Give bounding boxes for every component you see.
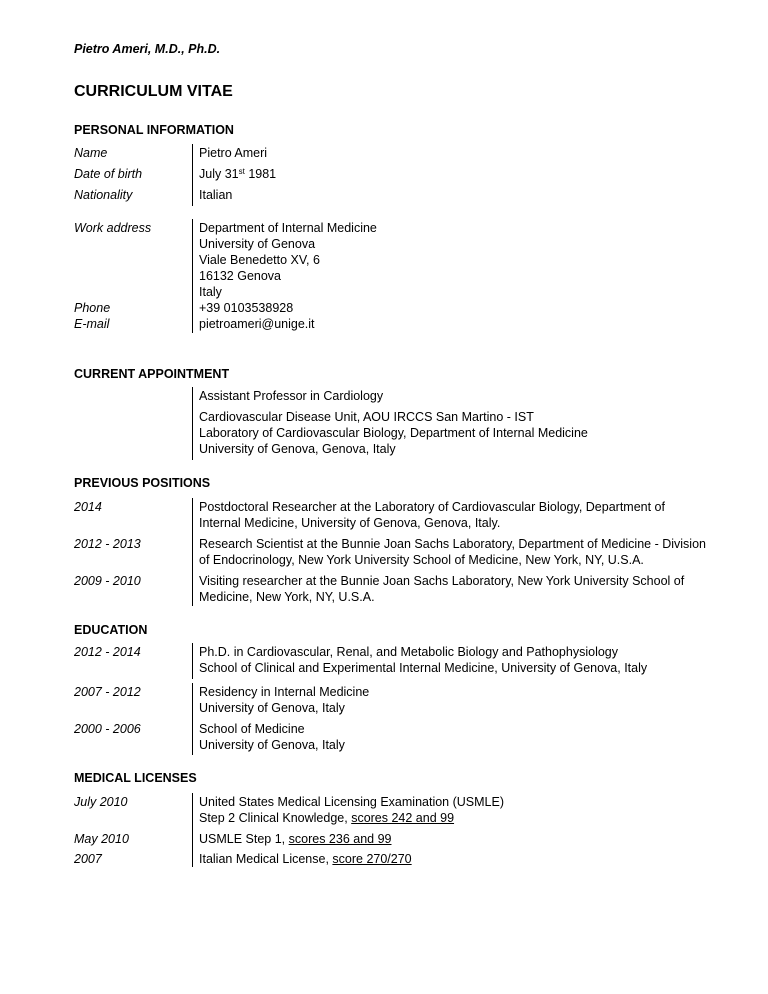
section-heading-current-appointment: CURRENT APPOINTMENT bbox=[74, 367, 230, 381]
position-line: Research Scientist at the Bunnie Joan Sachs Laboratory, Department of Medicine - Division bbox=[199, 537, 706, 551]
position-line: Internal Medicine, University of Genova, Genova, Italy. bbox=[199, 516, 501, 530]
address-line: Italy bbox=[199, 285, 222, 299]
email-value: pietroameri@unige.it bbox=[199, 317, 315, 331]
position-line: Postdoctoral Researcher at the Laboratory of Cardiovascular Biology, Department of bbox=[199, 500, 665, 514]
license-text: USMLE Step 1, bbox=[199, 832, 289, 846]
position-description bbox=[199, 499, 729, 531]
education-line: School of Medicine bbox=[199, 722, 305, 736]
license-line: United States Medical Licensing Examination (USMLE) bbox=[199, 795, 504, 809]
page-header-name: Pietro Ameri, M.D., Ph.D. bbox=[74, 42, 221, 56]
appointment-line: University of Genova, Genova, Italy bbox=[199, 442, 396, 456]
position-description bbox=[199, 536, 729, 568]
license-score: score 270/270 bbox=[332, 852, 412, 866]
section-heading-personal-information: PERSONAL INFORMATION bbox=[74, 123, 234, 137]
education-description bbox=[199, 721, 729, 753]
divider-line bbox=[192, 144, 193, 206]
education-line: Residency in Internal Medicine bbox=[199, 685, 370, 699]
position-line: of Endocrinology, New York University School of Medicine, New York, NY, U.S.A. bbox=[199, 553, 644, 567]
address-line: Viale Benedetto XV, 6 bbox=[199, 253, 320, 267]
education-line: University of Genova, Italy bbox=[199, 701, 345, 715]
position-description bbox=[199, 573, 729, 605]
position-date: 2014 bbox=[74, 500, 102, 514]
appointment-details bbox=[199, 409, 729, 457]
license-description bbox=[199, 794, 729, 826]
divider-line bbox=[192, 643, 193, 679]
phone-label: Phone bbox=[74, 301, 111, 315]
license-text: Italian Medical License, bbox=[199, 852, 333, 866]
education-line: University of Genova, Italy bbox=[199, 738, 345, 752]
license-score: scores 236 and 99 bbox=[288, 832, 392, 846]
dob-month: July 31 bbox=[199, 167, 239, 181]
dob-suffix: st bbox=[238, 167, 245, 176]
license-date: July 2010 bbox=[74, 795, 128, 809]
section-heading-medical-licenses: MEDICAL LICENSES bbox=[74, 771, 197, 785]
education-description bbox=[199, 644, 729, 676]
education-date: 2000 - 2006 bbox=[74, 722, 141, 736]
dob-label: Date of birth bbox=[74, 167, 143, 181]
work-address-value bbox=[199, 220, 729, 332]
position-date: 2012 - 2013 bbox=[74, 537, 141, 551]
position-line: Medicine, New York, NY, U.S.A. bbox=[199, 590, 375, 604]
divider-line bbox=[192, 219, 193, 333]
license-description bbox=[199, 831, 729, 847]
license-date: 2007 bbox=[74, 852, 102, 866]
education-line: School of Clinical and Experimental Internal Medicine, University of Genova, Italy bbox=[199, 661, 648, 675]
document-title: CURRICULUM VITAE bbox=[74, 83, 233, 100]
dob-year: 1981 bbox=[244, 167, 277, 181]
license-description bbox=[199, 851, 729, 867]
email-label: E-mail bbox=[74, 317, 110, 331]
education-description bbox=[199, 684, 729, 716]
address-line: University of Genova bbox=[199, 237, 316, 251]
work-address-label: Work address bbox=[74, 221, 152, 235]
education-date: 2007 - 2012 bbox=[74, 685, 141, 699]
appointment-role: Assistant Professor in Cardiology bbox=[199, 389, 384, 403]
license-score: scores 242 and 99 bbox=[351, 811, 455, 825]
address-line: Department of Internal Medicine bbox=[199, 221, 377, 235]
phone-value: +39 0103538928 bbox=[199, 301, 294, 315]
license-line bbox=[199, 810, 729, 826]
license-date: May 2010 bbox=[74, 832, 129, 846]
name-label: Name bbox=[74, 146, 108, 160]
license-text: Step 2 Clinical Knowledge, bbox=[199, 811, 352, 825]
appointment-line: Cardiovascular Disease Unit, AOU IRCCS San Martino - IST bbox=[199, 410, 534, 424]
nationality-label: Nationality bbox=[74, 188, 133, 202]
education-date: 2012 - 2014 bbox=[74, 645, 141, 659]
divider-line bbox=[192, 793, 193, 867]
name-value: Pietro Ameri bbox=[199, 146, 268, 160]
position-date: 2009 - 2010 bbox=[74, 574, 141, 588]
appointment-line: Laboratory of Cardiovascular Biology, Department of Internal Medicine bbox=[199, 426, 588, 440]
section-heading-previous-positions: PREVIOUS POSITIONS bbox=[74, 476, 211, 490]
divider-line bbox=[192, 498, 193, 606]
divider-line bbox=[192, 683, 193, 755]
section-heading-education: EDUCATION bbox=[74, 623, 148, 637]
position-line: Visiting researcher at the Bunnie Joan Sachs Laboratory, New York University School of bbox=[199, 574, 685, 588]
nationality-value: Italian bbox=[199, 188, 233, 202]
address-line: 16132 Genova bbox=[199, 269, 282, 283]
education-line: Ph.D. in Cardiovascular, Renal, and Metabolic Biology and Pathophysiology bbox=[199, 645, 618, 659]
dob-value bbox=[199, 166, 729, 182]
divider-line bbox=[192, 387, 193, 460]
